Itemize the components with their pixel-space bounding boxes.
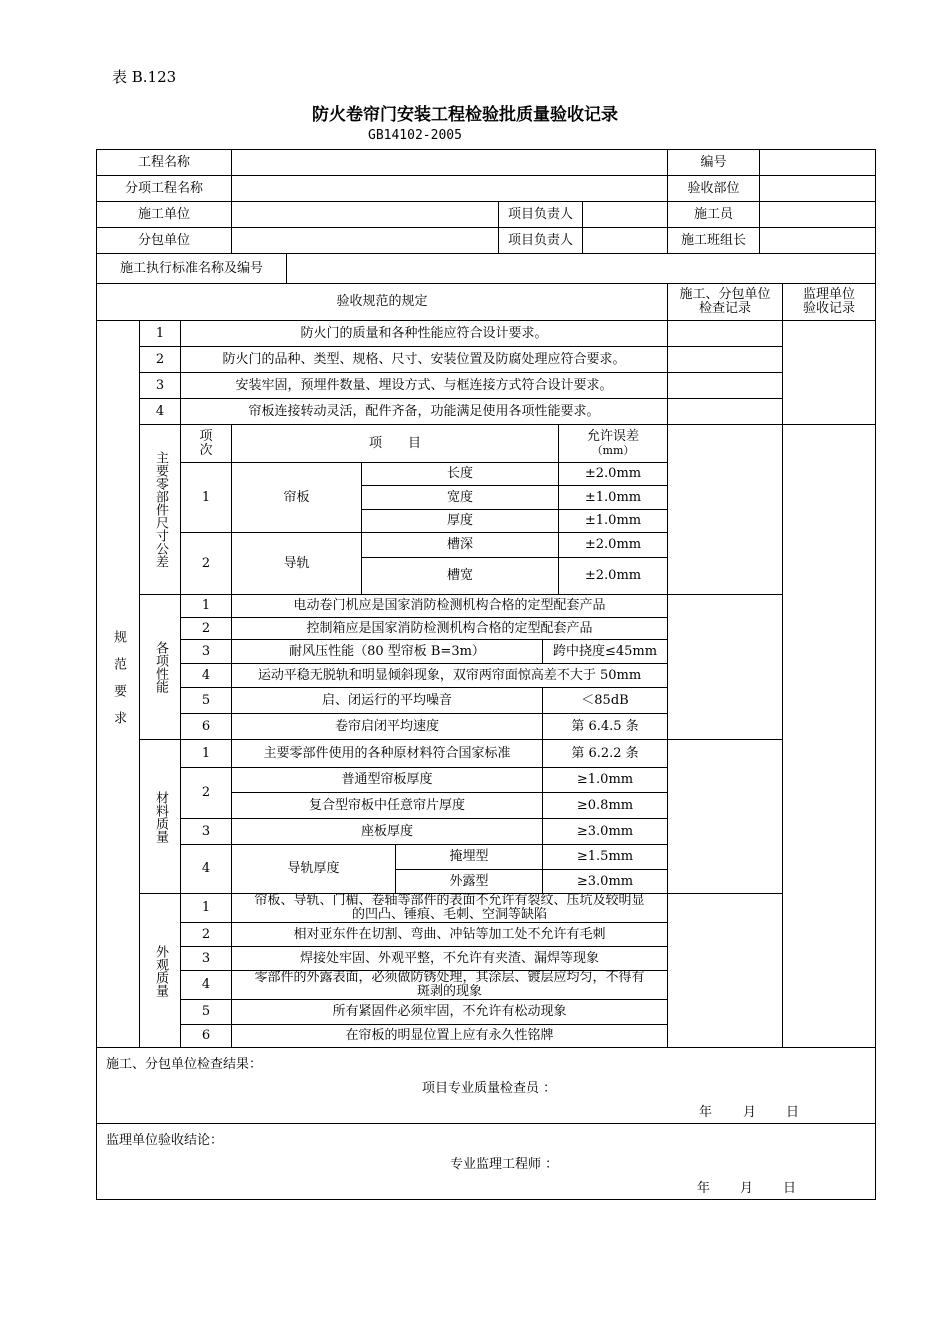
dimension-group-text: 主要零部件尺寸公差: [153, 451, 168, 568]
performance-row-text: 运动平稳无脱轨和明显倾斜现象，双帘两帘面惊高差不大于 50mm: [231, 663, 668, 688]
dimension-part: 导轨: [231, 532, 362, 595]
project-name-field[interactable]: [231, 149, 668, 176]
material-sub-name: 外露型: [395, 869, 543, 894]
performance-group-text: 各项性能: [153, 641, 168, 693]
dimension-sub-tol: ±2.0mm: [558, 462, 668, 486]
check-date-day: 日: [786, 1105, 800, 1120]
material-row-text: 普通型帘板厚度: [231, 767, 543, 793]
sub-project-label: 分项工程名称: [96, 175, 232, 202]
performance-row-no: 2: [180, 617, 232, 640]
appearance-row-no: 3: [180, 946, 232, 971]
exec-standard-label: 施工执行标准名称及编号: [96, 253, 287, 284]
form-number: 表 B.123: [112, 68, 177, 86]
material-row-value: ≥1.0mm: [542, 767, 668, 793]
material-row-value: 第 6.2.2 条: [542, 739, 668, 768]
dimension-col-no-2: 次: [199, 442, 213, 458]
constructor-field[interactable]: [759, 201, 876, 228]
check-record-header: [667, 283, 783, 321]
supervision-date-day: 日: [783, 1181, 797, 1196]
supervise-record-cell[interactable]: [782, 320, 876, 425]
spec-column-header: 验收规范的规定: [96, 283, 668, 321]
check-result-label: 施工、分包单位检查结果：: [106, 1057, 263, 1072]
dimension-sub-name: 槽宽: [361, 557, 559, 595]
performance-group-label: [139, 594, 181, 740]
material-group-text: 材料质量: [153, 790, 168, 843]
appearance-row-line1: 帘板、导轨、门楣、卷轴等部件的表面不允许有裂纹、压坑及较明显: [254, 893, 645, 908]
check-date-year: 年: [699, 1105, 713, 1120]
check-date-month: 月: [743, 1105, 757, 1120]
appearance-row-text: 在帘板的明显位置上应有永久性铭牌: [231, 1024, 668, 1048]
general-item-text: 防火门的质量和各种性能应符合设计要求。: [180, 320, 668, 347]
dimension-group-label: [139, 424, 181, 595]
appearance-group-label: [139, 893, 181, 1048]
page-title: 防火卷帘门安装工程检验批质量验收记录: [312, 105, 618, 125]
supervise-record-header: [782, 283, 876, 321]
appearance-row-no: 6: [180, 1024, 232, 1048]
performance-row-text: 卷帘启闭平均速度: [231, 713, 543, 740]
material-sub-name: 掩埋型: [395, 844, 543, 870]
team-leader-label: 施工班组长: [667, 227, 760, 254]
standard-code: GB14102-2005: [368, 128, 462, 143]
dimension-sub-name: 槽深: [361, 532, 559, 558]
appearance-row-no: 5: [180, 999, 232, 1025]
general-item-text: 防火门的品种、类型、规格、尺寸、安装位置及防腐处理应符合要求。: [180, 346, 668, 373]
acceptance-part-label: 验收部位: [667, 175, 760, 202]
subcontract-unit-field[interactable]: [231, 227, 499, 254]
material-row-value: ≥3.0mm: [542, 869, 668, 894]
project-manager-field[interactable]: [582, 201, 668, 228]
sub-project-manager-label: 项目负责人: [498, 227, 583, 254]
number-field[interactable]: [759, 149, 876, 176]
material-row-value: ≥0.8mm: [542, 792, 668, 819]
appearance-group-text: 外观质量: [153, 944, 168, 997]
performance-row-text: 启、闭运行的平均噪音: [231, 687, 543, 714]
material-row-no: 3: [180, 818, 232, 845]
team-leader-field[interactable]: [759, 227, 876, 254]
appearance-row-line2: 的凹凸、锤痕、毛刺、空洞等缺陷: [351, 907, 547, 922]
dimension-sub-name: 厚度: [361, 509, 559, 533]
check-record-cell[interactable]: [667, 893, 783, 1048]
appearance-row-line1: 零部件的外露表面，必须做防锈处理，其涂层、镀层应均匀，不得有: [254, 970, 645, 985]
material-row-text: 导轨厚度: [231, 844, 396, 894]
constructor-label: 施工员: [667, 201, 760, 228]
acceptance-part-field[interactable]: [759, 175, 876, 202]
appearance-row-no: 1: [180, 893, 232, 923]
number-label: 编号: [667, 149, 760, 176]
dimension-col-tol-2: （mm）: [591, 443, 635, 457]
appearance-row-no: 2: [180, 922, 232, 947]
dimension-col-no-1: 项: [199, 428, 213, 444]
dimension-col-item: 项 目: [231, 424, 559, 463]
material-row-no: 1: [180, 739, 232, 768]
check-record-header-line2: 检查记录: [698, 301, 751, 316]
appearance-row-text: 所有紧固件必须牢固，不允许有松动现象: [231, 999, 668, 1025]
dimension-sub-tol: ±1.0mm: [558, 485, 668, 510]
dimension-col-no: [180, 424, 232, 463]
sub-project-manager-field[interactable]: [582, 227, 668, 254]
performance-row-value: 第 6.4.5 条: [542, 713, 668, 740]
performance-row-value: ＜85dB: [542, 687, 668, 714]
general-item-no: 1: [139, 320, 181, 347]
supervision-date-year: 年: [697, 1181, 711, 1196]
appearance-row-text: [231, 893, 668, 923]
sub-project-field[interactable]: [231, 175, 668, 202]
check-record-cell[interactable]: [667, 372, 783, 399]
check-record-cell[interactable]: [667, 739, 783, 894]
check-record-cell[interactable]: [667, 398, 783, 425]
supervise-record-cell[interactable]: [782, 424, 876, 1048]
general-item-text: 帘板连接转动灵活，配件齐备，功能满足使用各项性能要求。: [180, 398, 668, 425]
dimension-sub-name: 宽度: [361, 485, 559, 510]
construction-unit-label: 施工单位: [96, 201, 232, 228]
material-row-value: ≥3.0mm: [542, 818, 668, 845]
project-name-label: 工程名称: [96, 149, 232, 176]
material-row-text: 座板厚度: [231, 818, 543, 845]
general-item-no: 3: [139, 372, 181, 399]
general-item-text: 安装牢固，预埋件数量、埋设方式、与框连接方式符合设计要求。: [180, 372, 668, 399]
engineer-label: 专业监理工程师 ：: [450, 1157, 559, 1172]
supervise-record-header-line1: 监理单位: [802, 287, 855, 302]
dimension-part: 帘板: [231, 462, 362, 533]
performance-row-text: 控制箱应是国家消防检测机构合格的定型配套产品: [231, 617, 668, 640]
dimension-sub-tol: ±2.0mm: [558, 557, 668, 595]
material-group-label: [139, 739, 181, 894]
supervision-label: 监理单位验收结论：: [106, 1133, 224, 1148]
general-item-no: 4: [139, 398, 181, 425]
check-record-cell[interactable]: [667, 346, 783, 373]
performance-row-text: 电动卷门机应是国家消防检测机构合格的定型配套产品: [231, 594, 668, 618]
spec-requirement-text: 规范要求: [111, 630, 126, 738]
spec-requirement-label: [96, 320, 140, 1048]
project-manager-label: 项目负责人: [498, 201, 583, 228]
performance-row-no: 4: [180, 663, 232, 688]
material-row-no: 4: [180, 844, 232, 894]
dimension-col-tol-1: 允许误差: [586, 428, 639, 444]
material-row-text: 复合型帘板中任意帘片厚度: [231, 792, 543, 819]
supervision-date-month: 月: [740, 1181, 754, 1196]
material-row-text: 主要零部件使用的各种原材料符合国家标准: [231, 739, 543, 768]
exec-standard-field[interactable]: [286, 253, 876, 284]
general-item-no: 2: [139, 346, 181, 373]
material-row-no: 2: [180, 767, 232, 819]
check-record-cell[interactable]: [667, 320, 783, 347]
construction-unit-field[interactable]: [231, 201, 499, 228]
subcontract-unit-label: 分包单位: [96, 227, 232, 254]
dimension-sub-tol: ±2.0mm: [558, 532, 668, 558]
performance-row-no: 6: [180, 713, 232, 740]
dimension-col-tolerance: [558, 424, 668, 463]
appearance-row-text: 相对亚东件在切割、弯曲、冲钻等加工处不允许有毛刺: [231, 922, 668, 947]
check-record-header-line1: 施工、分包单位: [679, 287, 771, 302]
dimension-sub-name: 长度: [361, 462, 559, 486]
material-row-value: ≥1.5mm: [542, 844, 668, 870]
performance-row-text: 耐风压性能（80 型帘板 B=3m）: [231, 639, 543, 664]
dimension-row-no: 2: [180, 532, 232, 595]
dimension-row-no: 1: [180, 462, 232, 533]
performance-row-no: 5: [180, 687, 232, 714]
appearance-row-line2: 斑剥的现象: [416, 984, 482, 999]
appearance-row-no: 4: [180, 970, 232, 1000]
inspector-label: 项目专业质量检查员 ：: [422, 1081, 557, 1096]
supervise-record-header-line2: 验收记录: [802, 301, 855, 316]
check-record-cell[interactable]: [667, 594, 783, 740]
check-record-cell[interactable]: [667, 424, 783, 595]
dimension-sub-tol: ±1.0mm: [558, 509, 668, 533]
appearance-row-text: [231, 970, 668, 1000]
performance-row-no: 1: [180, 594, 232, 618]
performance-row-value: 跨中挠度≤45mm: [542, 639, 668, 664]
appearance-row-text: 焊接处牢固、外观平整，不允许有夹渣、漏焊等现象: [231, 946, 668, 971]
performance-row-no: 3: [180, 639, 232, 664]
